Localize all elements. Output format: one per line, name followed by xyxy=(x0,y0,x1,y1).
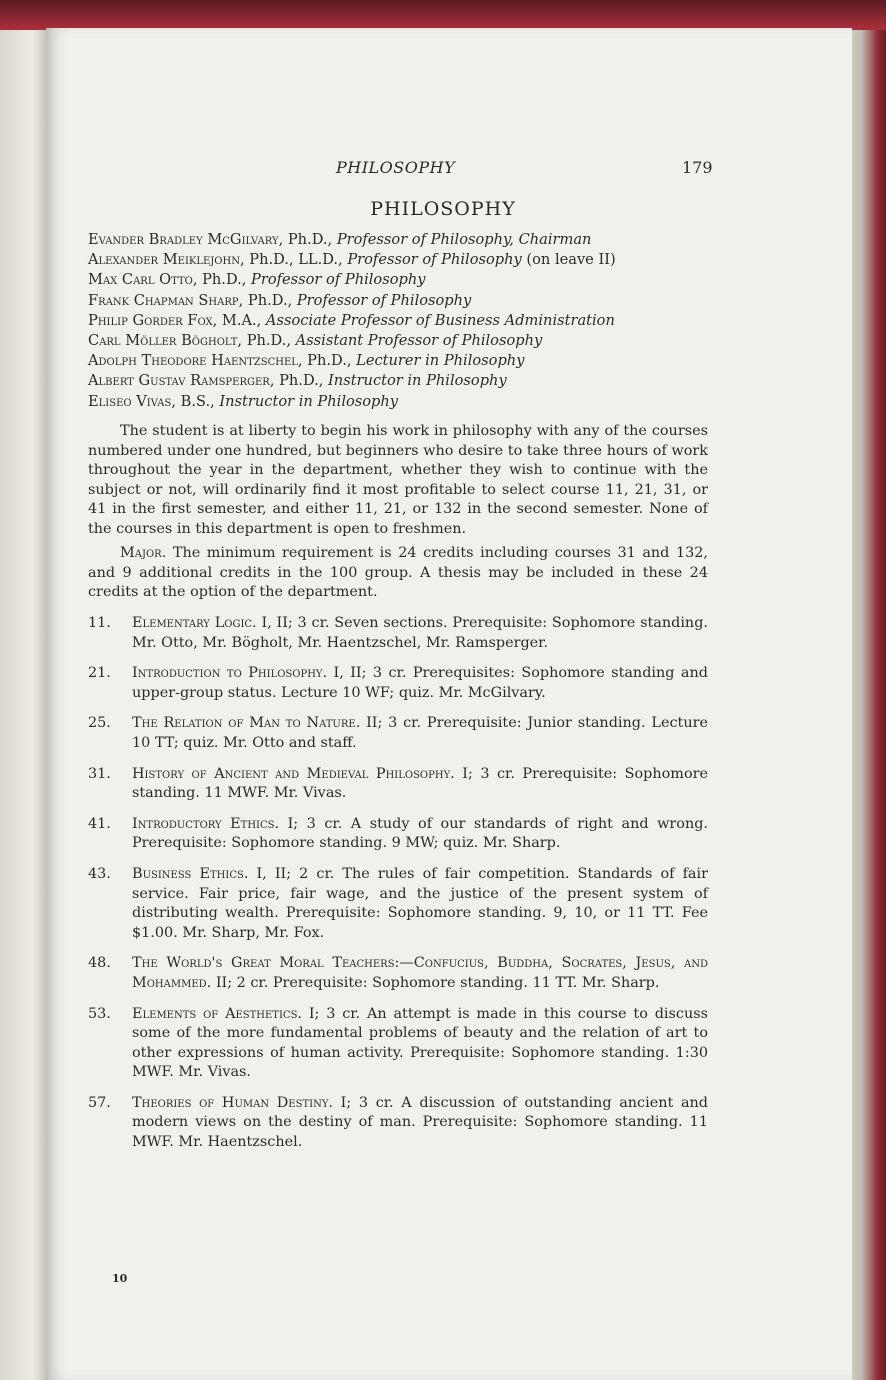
course-description xyxy=(132,765,708,804)
faculty-list xyxy=(88,230,708,412)
course-description xyxy=(132,714,708,753)
course-title: Elements of Aesthetics. xyxy=(132,1005,302,1022)
faculty-entry xyxy=(88,331,708,351)
course-number: 53. xyxy=(88,1005,111,1022)
course-details: I; 3 cr. An attempt is made in this course to discuss some of the more fundamental problems of beauty and the relation of art to other expressions of human activity. Prerequisite: Sophomore standing. 1:30 MWF. Mr. Vivas. xyxy=(132,1005,708,1081)
course-entry xyxy=(88,865,708,943)
major-text: The minimum requirement is 24 credits including courses 31 and 132, and 9 additional credits in the 100 group. A thesis may be included in these 24 credits at the option of the department. xyxy=(88,545,708,601)
course-description xyxy=(132,815,708,854)
page-number: 179 xyxy=(682,158,713,177)
faculty-name: Evander Bradley McGilvary xyxy=(88,231,279,248)
faculty-degree: , Ph.D., xyxy=(237,332,296,350)
course-title: The Relation of Man to Nature. xyxy=(132,715,361,732)
course-list xyxy=(88,614,708,1164)
course-number: 57. xyxy=(88,1094,111,1111)
course-title: History of Ancient and Medieval Philosophy. xyxy=(132,765,455,782)
faculty-name: Eliseo Vivas xyxy=(88,392,172,410)
major-paragraph xyxy=(88,544,708,603)
faculty-degree: , Ph.D., xyxy=(269,372,329,390)
course-details: I, II; 3 cr. Seven sections. Prerequisite: Sophomore standing. Mr. Otto, Mr. Bögholt, Mr. Haentzschel, Mr. Ramsperger. xyxy=(132,615,708,651)
intro-paragraph: The student is at liberty to begin his work in philosophy with any of the courses numbered under one hundred, but beginners who desire to take three hours of work throughout the year in the department, whether they wish to continue with the subject or not, will ordinarily find it most profitable to select course 11, 21, 31, or 41 in the first semester, and either 11, 21, or 132 in the second semester. None of the courses in this department is open to freshmen. xyxy=(88,423,708,537)
course-details: I, II; 3 cr. Prerequisites: Sophomore standing and upper-group status. Lecture 10 WF; quiz. Mr. McGilvary. xyxy=(132,665,708,701)
faculty-entry xyxy=(88,311,708,331)
course-entry xyxy=(88,815,708,854)
faculty-note: (on leave II) xyxy=(521,251,616,269)
course-title: The World's Great Moral Teachers:—Confucius, Buddha, Socrates, Jesus, and Mohammed. xyxy=(132,955,708,991)
course-description xyxy=(132,1005,708,1083)
faculty-name: Philip Gorder Fox xyxy=(88,311,213,329)
faculty-position: Professor of Philosophy, Chairman xyxy=(336,231,592,248)
faculty-degree: , Ph.D., LL.D., xyxy=(239,251,348,269)
major-label: Major. xyxy=(120,545,167,561)
facing-page-edge xyxy=(0,30,46,1380)
faculty-degree: , Ph.D., xyxy=(192,271,252,289)
course-description xyxy=(132,865,708,943)
faculty-name: Carl Möller Bögholt xyxy=(88,332,238,350)
course-number: 41. xyxy=(88,815,111,832)
faculty-degree: , Ph.D., xyxy=(278,231,337,248)
course-entry xyxy=(88,1005,708,1083)
faculty-position: Professor of Philosophy xyxy=(251,271,426,289)
course-number: 48. xyxy=(88,955,111,972)
running-head: PHILOSOPHY xyxy=(336,158,456,177)
course-number: 25. xyxy=(88,715,111,732)
faculty-position: Lecturer in Philosophy xyxy=(356,352,525,370)
faculty-name: Alexander Meiklejohn xyxy=(88,251,240,269)
faculty-degree: , M.A., xyxy=(212,311,266,329)
faculty-name: Albert Gustav Ramsperger xyxy=(88,372,270,390)
course-details: I; 3 cr. Prerequisite: Sophomore standing. 11 MWF. Mr. Vivas. xyxy=(132,765,709,802)
course-details: II; 3 cr. Prerequisite: Junior standing. Lecture 10 TT; quiz. Mr. Otto and staff. xyxy=(132,715,708,751)
faculty-name: Max Carl Otto xyxy=(88,271,193,289)
course-title: Elementary Logic. xyxy=(132,615,257,631)
course-number: 31. xyxy=(88,765,111,782)
course-entry xyxy=(88,664,708,703)
course-details: I; 3 cr. A discussion of outstanding ancient and modern views on the destiny of man. Prerequisite: Sophomore standing. 11 MWF. Mr. Haentzschel. xyxy=(132,1094,709,1151)
faculty-position: Instructor in Philosophy xyxy=(219,392,399,410)
faculty-degree: , Ph.D., xyxy=(297,352,357,370)
course-title: Business Ethics. xyxy=(132,865,249,882)
course-title: Introduction to Philosophy. xyxy=(132,665,328,682)
course-description xyxy=(132,1094,708,1153)
course-details: I, II; 2 cr. The rules of fair competition. Standards of fair service. Fair price, fair wage, and the justice of the present system of distributing wealth. Prerequisite: Sophomore standing. 9, 10, or 11 TT. Fee $1.00. Mr. Sharp, Mr. Fox. xyxy=(132,865,708,941)
signature-mark: 10 xyxy=(112,1272,128,1285)
faculty-entry xyxy=(88,270,708,290)
course-description xyxy=(132,664,708,703)
course-entry xyxy=(88,1094,708,1153)
faculty-entry xyxy=(88,371,708,391)
course-title: Theories of Human Destiny. xyxy=(132,1094,334,1111)
page-block-edge xyxy=(846,30,886,1380)
faculty-position: Associate Professor of Business Administration xyxy=(265,311,615,329)
course-details: I; 3 cr. A study of our standards of right and wrong. Prerequisite: Sophomore standing. 9 MW; quiz. Mr. Sharp. xyxy=(132,815,708,852)
section-title: PHILOSOPHY xyxy=(370,198,516,220)
faculty-position: Professor of Philosophy xyxy=(296,291,472,309)
course-number: 43. xyxy=(88,865,111,882)
faculty-position: Assistant Professor of Philosophy xyxy=(295,332,543,350)
faculty-position: Professor of Philosophy xyxy=(347,251,522,269)
faculty-position: Instructor in Philosophy xyxy=(328,372,507,390)
faculty-entry xyxy=(88,392,708,412)
faculty-entry xyxy=(88,351,708,371)
faculty-degree: , Ph.D., xyxy=(238,291,297,309)
course-title: Introductory Ethics. xyxy=(132,815,280,832)
course-details: II; 2 cr. Prerequisite: Sophomore standing. 11 TT. Mr. Sharp. xyxy=(211,974,660,991)
course-number: 11. xyxy=(88,615,111,631)
course-entry xyxy=(88,954,708,993)
course-entry xyxy=(88,714,708,753)
faculty-entry xyxy=(88,230,708,250)
course-number: 21. xyxy=(88,665,111,682)
faculty-degree: , B.S., xyxy=(171,392,220,410)
course-entry xyxy=(88,614,708,653)
faculty-entry xyxy=(88,250,708,270)
faculty-name: Frank Chapman Sharp xyxy=(88,291,239,309)
course-entry xyxy=(88,765,708,804)
faculty-entry xyxy=(88,291,708,311)
course-description xyxy=(132,614,708,653)
faculty-name: Adolph Theodore Haentzschel xyxy=(88,352,298,370)
course-description xyxy=(132,954,708,993)
